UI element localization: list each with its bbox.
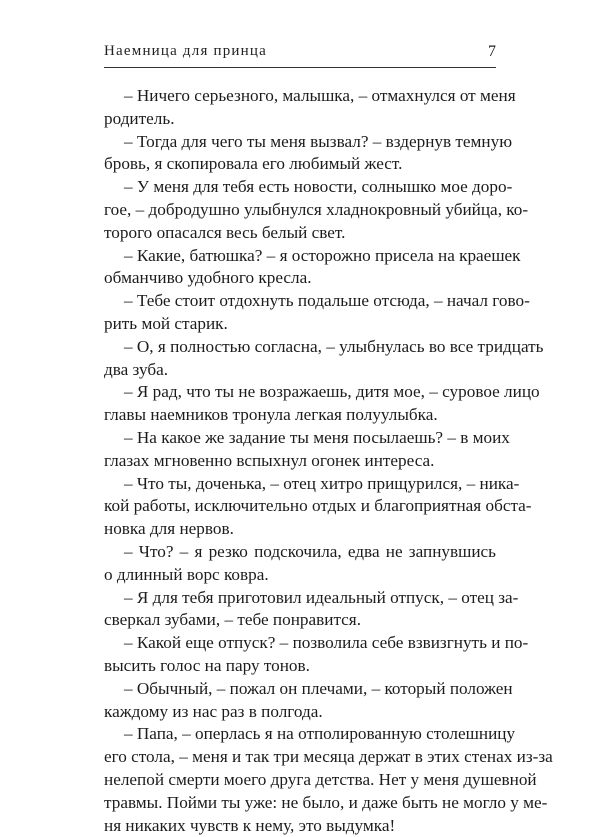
text-line: торого опасался весь белый свет. xyxy=(104,222,496,245)
text-line: – Я рад, что ты не возражаешь, дитя мое, – суровое лицо xyxy=(104,381,496,404)
text-line: о длинный ворс ковра. xyxy=(104,564,496,587)
text-line: – О, я полностью согласна, – улыбнулась во все тридцать xyxy=(104,336,496,359)
text-line: рить мой старик. xyxy=(104,313,496,336)
text-line: главы наемников тронула легкая полуулыбка. xyxy=(104,404,496,427)
text-line: – Тогда для чего ты меня вызвал? – вздернув темную xyxy=(104,131,496,154)
text-line: высить голос на пару тонов. xyxy=(104,655,496,678)
text-line: – Что? – я резко подскочила, едва не запнувшись xyxy=(104,541,496,564)
body-text xyxy=(104,85,496,837)
text-line: – На какое же задание ты меня посылаешь? – в моих xyxy=(104,427,496,450)
text-line: – Я для тебя приготовил идеальный отпуск, – отец за- xyxy=(104,587,496,610)
page-number: 7 xyxy=(488,43,496,61)
text-line: обманчиво удобного кресла. xyxy=(104,267,496,290)
running-title: Наемница для принца xyxy=(104,43,267,60)
text-line: его стола, – меня и так три месяца держат в этих стенах из-за xyxy=(104,746,496,769)
text-line: – Какие, батюшка? – я осторожно присела на краешек xyxy=(104,245,496,268)
text-line: – Обычный, – пожал он плечами, – который положен xyxy=(104,678,496,701)
text-line: – Папа, – оперлась я на отполированную столешницу xyxy=(104,723,496,746)
text-line: – У меня для тебя есть новости, солнышко мое дорo- xyxy=(104,176,496,199)
running-head xyxy=(104,43,496,65)
text-line: – Ничего серьезного, малышка, – отмахнулся от меня xyxy=(104,85,496,108)
text-line: новка для нервов. xyxy=(104,518,496,541)
text-line: – Какой еще отпуск? – позволила себе взвизгнуть и по- xyxy=(104,632,496,655)
text-line: родитель. xyxy=(104,108,496,131)
text-line: – Тебе стоит отдохнуть подальше отсюда, – начал гово- xyxy=(104,290,496,313)
text-line: кой работы, исключительно отдых и благоприятная обста- xyxy=(104,495,496,518)
text-line: – Что ты, доченька, – отец хитро прищурился, – ника- xyxy=(104,473,496,496)
text-line: каждому из нас раз в полгода. xyxy=(104,701,496,724)
text-line: травмы. Пойми ты уже: не было, и даже быть не могло у ме- xyxy=(104,792,496,815)
text-line: ня никаких чувств к нему, это выдумка! xyxy=(104,815,496,837)
text-line: два зуба. xyxy=(104,359,496,382)
text-line: сверкал зубами, – тебе понравится. xyxy=(104,609,496,632)
text-line: гое, – добродушно улыбнулся хладнокровный убийца, ко- xyxy=(104,199,496,222)
text-line: нелепой смерти моего друга детства. Нет у меня душевной xyxy=(104,769,496,792)
header-rule xyxy=(104,67,496,68)
text-line: бровь, я скопировала его любимый жест. xyxy=(104,153,496,176)
text-line: глазах мгновенно вспыхнул огонек интереса. xyxy=(104,450,496,473)
